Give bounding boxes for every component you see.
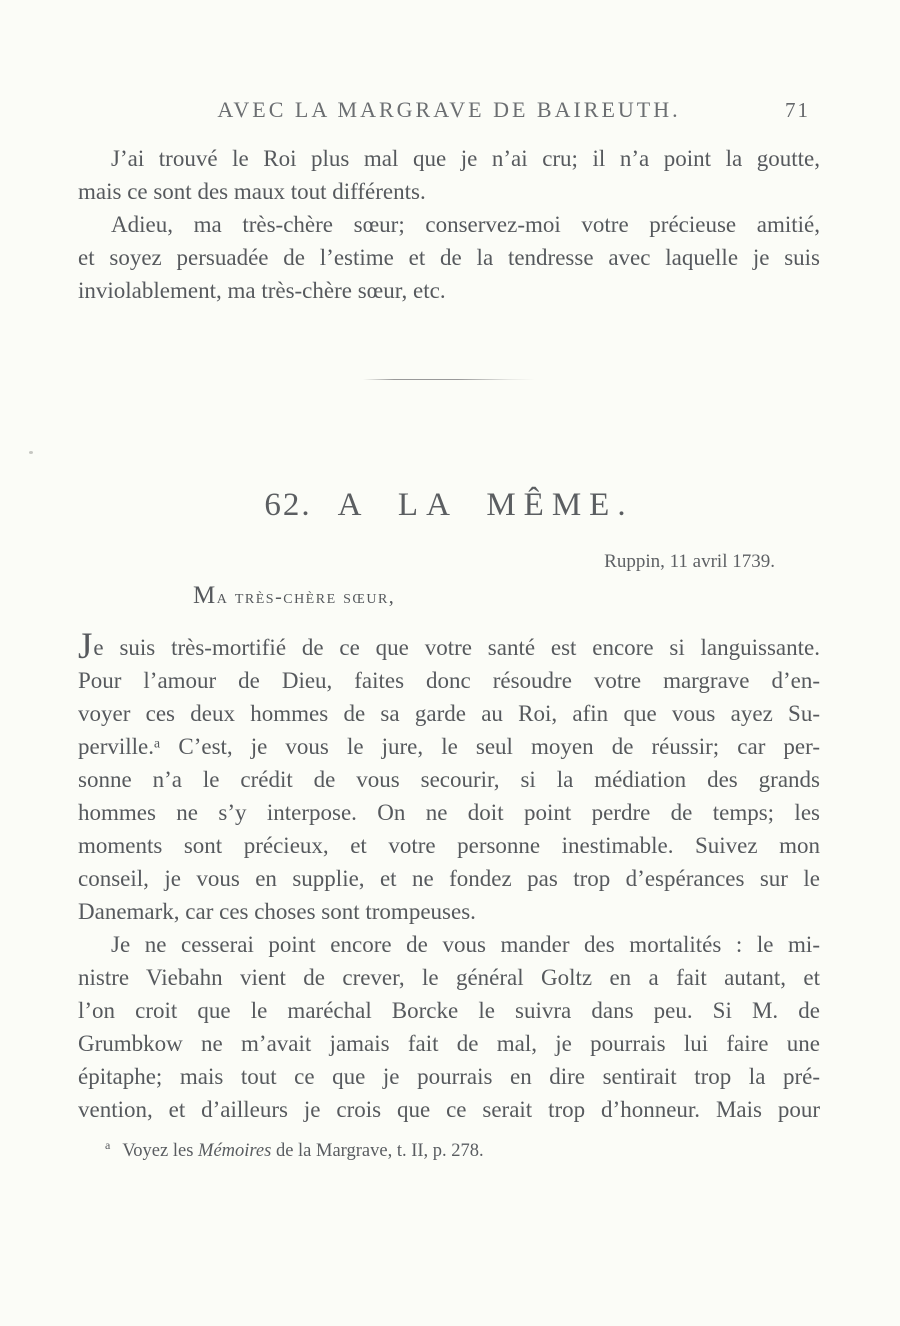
text-line: sonne n’a le crédit de vous secourir, si la médiation des grands bbox=[78, 767, 820, 792]
previous-letter-paragraph-2 bbox=[78, 208, 820, 307]
text-block bbox=[78, 97, 820, 1164]
footnote bbox=[78, 1132, 820, 1164]
text-line: l’on croit que le maréchal Borcke le suivra dans peu. Si M. de bbox=[78, 998, 820, 1023]
page-number: 71 bbox=[785, 98, 810, 122]
text-line: épitaphe; mais tout ce que je pourrais en dire sentirait trop la pré- bbox=[78, 1064, 820, 1089]
letter-62-paragraph-2 bbox=[78, 928, 820, 1126]
drop-initial: J bbox=[78, 626, 93, 667]
running-header-title: AVEC LA MARGRAVE DE BAIREUTH. bbox=[217, 97, 681, 122]
paragraph-1-lines bbox=[78, 664, 820, 928]
first-line-text: e suis très-mortifié de ce que votre santé est encore si languissante. bbox=[93, 635, 820, 660]
text-line: hommes ne s’y interpose. On ne doit point perdre de temps; les bbox=[78, 800, 820, 825]
text-line: J’ai trouvé le Roi plus mal que je n’ai cru; il n’a point la goutte, bbox=[111, 146, 820, 171]
text-line: mais ce sont des maux tout différents. bbox=[78, 179, 426, 204]
salutation-initial: M bbox=[193, 582, 217, 609]
footnote-text-suffix: de la Margrave, t. II, p. 278. bbox=[271, 1141, 484, 1162]
text-line: Pour l’amour de Dieu, faites donc résoudre votre margrave d’en- bbox=[78, 668, 820, 693]
dateline: Ruppin, 11 avril 1739. bbox=[604, 551, 775, 572]
letter-heading bbox=[78, 484, 820, 526]
footnote-marker: a bbox=[105, 1138, 111, 1152]
text-line: conseil, je vous en supplie, et ne fondez pas trop d’espérances sur le bbox=[78, 866, 820, 891]
salutation bbox=[78, 582, 820, 611]
section-divider-rule bbox=[363, 379, 535, 380]
text-line: Je ne cesserai point encore de vous mander des mortalités : le mi- bbox=[111, 932, 820, 957]
scan-artifact-speck bbox=[29, 451, 33, 454]
letter-title: A LA MÊME. bbox=[337, 487, 634, 523]
text-line: perville.ᵃ C’est, je vous le jure, le seul moyen de réussir; car per- bbox=[78, 734, 820, 759]
letter-62-paragraph-1 bbox=[78, 626, 820, 928]
footnote-work-title: Mémoires bbox=[198, 1141, 272, 1162]
text-line: nistre Viebahn vient de crever, le général Goltz en a fait autant, et bbox=[78, 965, 820, 990]
text-line: inviolablement, ma très-chère sœur, etc. bbox=[78, 278, 446, 303]
text-line: voyer ces deux hommes de sa garde au Roi, afin que vous ayez Su- bbox=[78, 701, 820, 726]
text-line: vention, et d’ailleurs je crois que ce serait trop d’honneur. Mais pour bbox=[78, 1097, 820, 1122]
text-line: Danemark, car ces choses sont trompeuses. bbox=[78, 899, 476, 924]
text-line: Adieu, ma très-chère sœur; conservez-moi votre précieuse amitié, bbox=[111, 212, 820, 237]
text-line-with-initial bbox=[78, 626, 820, 667]
letter-number: 62. bbox=[264, 487, 312, 523]
footnote-text-prefix: Voyez les bbox=[122, 1141, 199, 1162]
running-header bbox=[78, 97, 820, 127]
salutation-text: a très-chère sœur, bbox=[216, 586, 396, 608]
text-line: moments sont précieux, et votre personne inestimable. Suivez mon bbox=[78, 833, 820, 858]
text-line: et soyez persuadée de l’estime et de la tendresse avec laquelle je suis bbox=[78, 245, 820, 270]
previous-letter-paragraph-1 bbox=[78, 142, 820, 208]
text-line: Grumbkow ne m’avait jamais fait de mal, je pourrais lui faire une bbox=[78, 1031, 820, 1056]
